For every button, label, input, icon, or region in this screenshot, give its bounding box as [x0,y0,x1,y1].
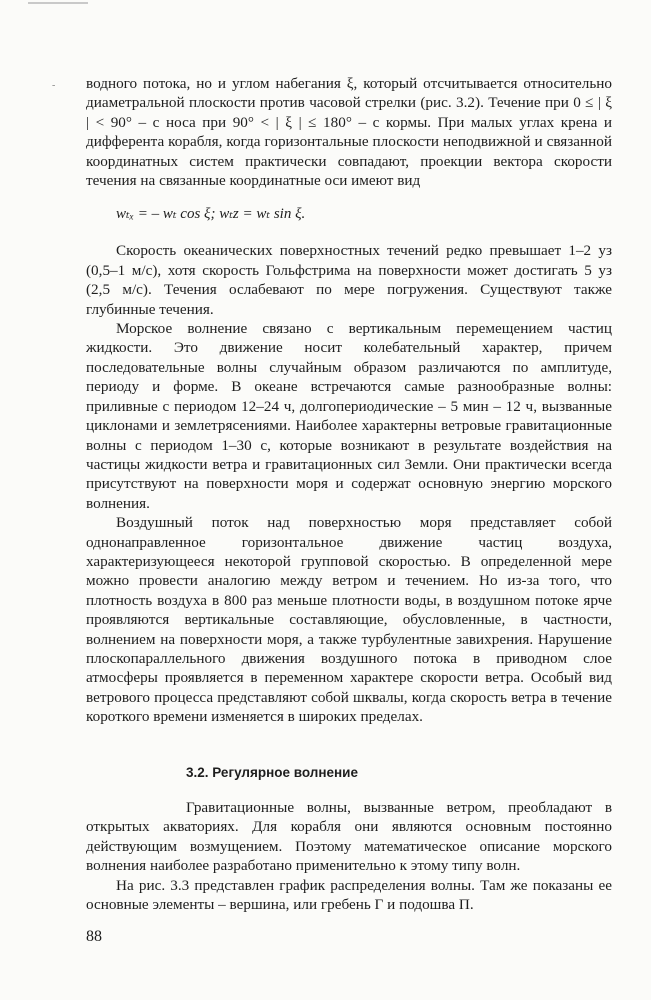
paragraph-currents: Скорость океанических поверхностных течений редко превышает 1–2 уз (0,5–1 м/с), хотя скорость Гольфстрима на поверхности может достигать 5 уз (2,5 м/с). Течения ослабевают по мере погружения. Существуют также глубинные течения. [86,242,612,318]
page-number: 88 [86,928,102,945]
paragraph-gravity-waves: Гравитационные волны, вызванные ветром, преобладают в открытых акваториях. Для корабля они являются основным постоянно действующим возмущением. Поэтому математическое описание морского волнения наиболее разработано применительно к этому типу волн. [86,799,612,875]
scan-artifact [28,2,88,4]
paragraph-figure-ref: На рис. 3.3 представлен график распределения волны. Там же показаны ее основные элементы – вершина, или гребень Г и подошва П. [86,876,612,914]
formula: wₜₓ = – wₜ cos ξ; wₜz = wₜ sin ξ. [116,206,306,223]
paragraph-waves: Морское волнение связано с вертикальным перемещением частиц жидкости. Это движение носит колебательный характер, причем последовательные волны случайным образом различаются по амплитуде, периоду и форме. В океане встречаются самые разнообразные волны: приливные с периодом 12–24 ч, долгопериодические – 5 мин – 12 ч, вызванные циклонами и землетрясениями. Наиболее характерны ветровые гравитационные волны с периодом 1–30 с, которые возникают в результате воздействия на частицы жидкости ветра и гравитационных сил Земли. Они практически всегда присутствуют на поверхности моря и содержат основную энергию морского волнения. [86,320,612,512]
text-block-top [86,74,612,727]
paragraph-continuation: водного потока, но и углом набегания ξ, который отсчитывается относительно диаметральной плоскости против часовой стрелки (рис. 3.2). Течение при 0 ≤ | ξ | < 90° – с носа при 90° < | ξ | ≤ 180° – с кормы. При малых углах крена и дифферента корабля, когда горизонтальные плоскости неподвижной и связанной координатных систем практически совпадают, проекции вектора скорости течения на связанные координатные оси имеют вид [86,75,612,190]
section-heading: 3.2. Регулярное волнение [186,765,358,780]
text-block-bottom [86,798,612,914]
paragraph-wind: Воздушный поток над поверхностью моря представляет собой однонаправленное горизонтальное движение частиц воздуха, характеризующееся некоторой групповой скоростью. В определенной мере можно провести аналогию между ветром и течением. Но из-за того, что плотность воздуха в 800 раз меньше плотности воды, в воздушном потоке ярче проявляются вертикальные составляющие, обусловленные, в частности, волнением на поверхности моря, а также турбулентные завихрения. Нарушение плоскопараллельного движения воздушного потока в приводном слое атмосферы проявляется в переменном характере скорости ветра. Особый вид ветрового процесса представляют собой шквалы, когда скорость ветра в течение короткого времени изменяется в широких пределах. [86,514,612,726]
margin-mark: - [52,80,56,91]
